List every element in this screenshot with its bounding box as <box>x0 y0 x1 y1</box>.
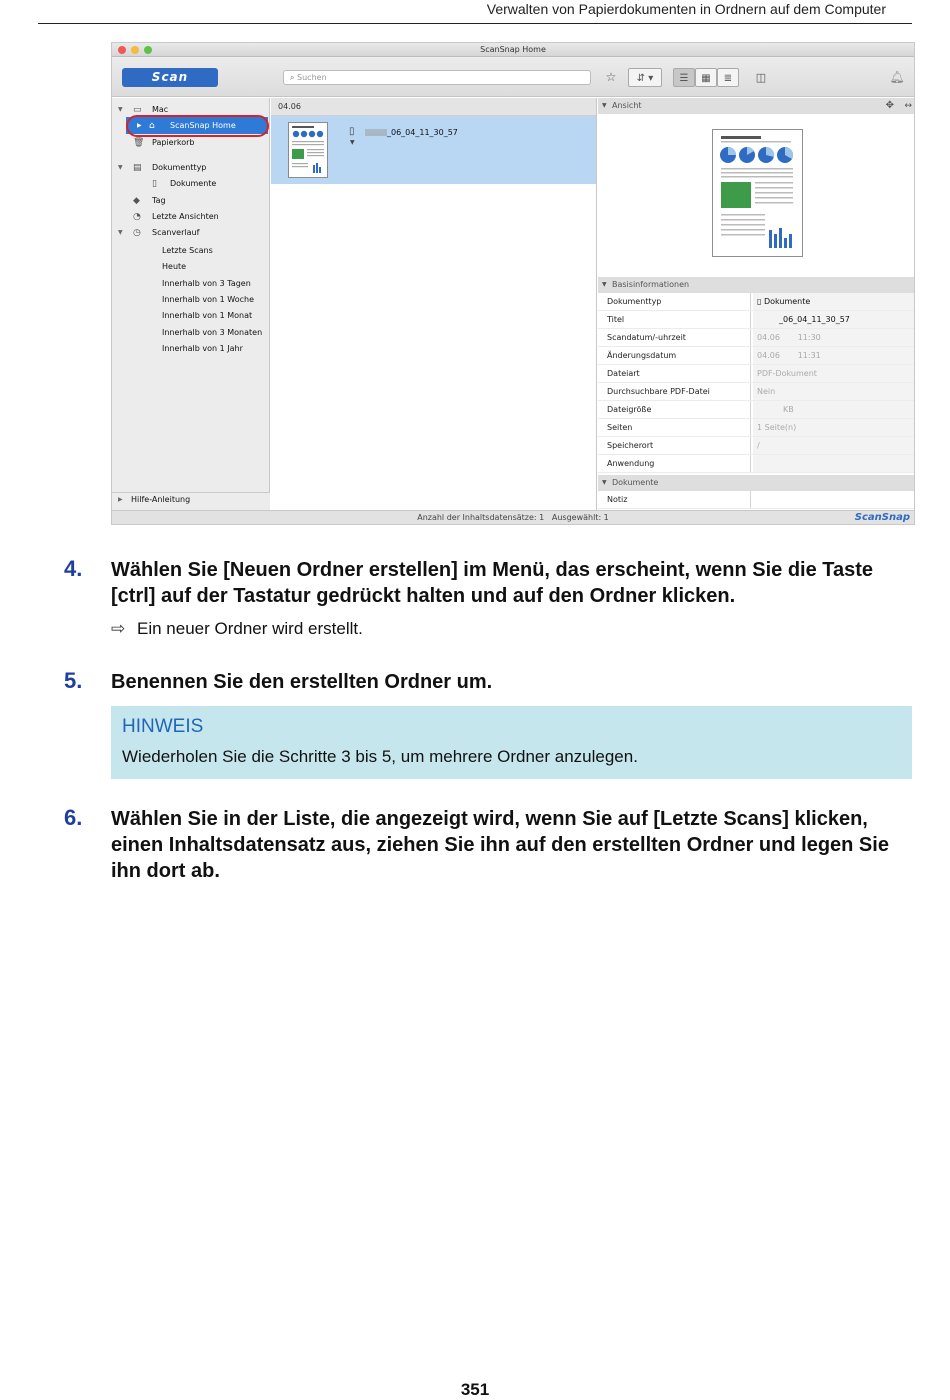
chevron-down-icon[interactable]: ▼ <box>350 139 355 146</box>
help-label: Hilfe-Anleitung <box>131 495 191 504</box>
note-field[interactable] <box>753 491 915 508</box>
property-row <box>598 455 915 473</box>
resize-icon[interactable]: ↔ <box>904 101 912 111</box>
note-text: Wiederholen Sie die Schritte 3 bis 5, um mehrere Ordner anzulegen. <box>122 747 638 766</box>
grid-view-icon[interactable]: ▦ <box>695 68 717 87</box>
property-key: Dateiart <box>607 369 640 378</box>
highlight-oval <box>126 115 269 137</box>
sidebar-item-label: Papierkorb <box>152 138 195 147</box>
scan-button[interactable]: Scan <box>122 68 218 87</box>
property-value-text: Dokumente <box>763 297 811 306</box>
sidebar-item-trash[interactable] <box>112 136 270 150</box>
sidebar-item-label: Scanverlauf <box>152 228 200 237</box>
sidebar-item-scan-history[interactable] <box>112 226 270 240</box>
star-icon[interactable]: ☆ <box>605 70 617 84</box>
details-panel <box>598 98 915 510</box>
sidebar-item-label: Mac <box>152 105 169 114</box>
collapse-triangle-icon[interactable]: ▼ <box>602 281 607 288</box>
sidebar-item-history[interactable]: Innerhalb von 3 Monaten <box>162 328 263 337</box>
redacted-mark <box>365 129 387 136</box>
sidebar-item-history[interactable]: Innerhalb von 1 Jahr <box>162 344 243 353</box>
result-text: Ein neuer Ordner wird erstellt. <box>137 619 363 638</box>
sidebar-item-history[interactable]: Innerhalb von 3 Tagen <box>162 279 251 288</box>
search-placeholder: Suchen <box>297 73 327 82</box>
sidebar-item-label: Dokumente <box>170 179 217 188</box>
scansnap-window <box>111 42 915 525</box>
property-key: Seiten <box>607 423 633 432</box>
expand-triangle-icon[interactable]: ▼ <box>118 106 123 113</box>
property-row <box>598 419 915 437</box>
property-value: KB <box>753 401 915 418</box>
section-label: Ansicht <box>612 101 642 110</box>
sidebar-item-history[interactable]: Innerhalb von 1 Woche <box>162 295 254 304</box>
page-header-title: Verwalten von Papierdokumenten in Ordnern auf dem Computer <box>486 1 886 17</box>
basic-info-section-header[interactable] <box>598 277 915 293</box>
status-bar <box>112 510 914 525</box>
property-key: Scandatum/-uhrzeit <box>607 333 686 342</box>
property-row <box>598 293 915 311</box>
section-label: Basisinformationen <box>612 280 690 289</box>
sidebar <box>112 98 270 510</box>
step-number: 6. <box>64 805 83 830</box>
content-list <box>271 98 597 510</box>
computer-icon: ▭ <box>133 105 142 115</box>
move-icon[interactable]: ✥ <box>885 100 894 111</box>
sidebar-item-label: Tag <box>152 196 166 205</box>
sidebar-item-history[interactable]: Innerhalb von 1 Monat <box>162 311 253 320</box>
step-result <box>111 619 363 639</box>
property-key: Dokumenttyp <box>607 297 662 306</box>
window-title: ScanSnap Home <box>480 45 546 54</box>
page-header <box>38 0 912 24</box>
property-value: 04.06 11:31 <box>753 347 915 364</box>
property-row <box>598 365 915 383</box>
doc-type-icon: ▤ <box>133 163 142 173</box>
documents-section-header[interactable] <box>598 475 915 491</box>
scansnap-logo: ScanSnap <box>854 512 910 523</box>
note-title: HINWEIS <box>122 716 204 737</box>
expand-triangle-icon[interactable]: ▶ <box>118 496 123 503</box>
sidebar-item-history[interactable]: Heute <box>162 262 187 271</box>
expand-triangle-icon[interactable]: ▼ <box>118 229 123 236</box>
property-value: / <box>753 437 915 454</box>
property-value: 1 Seite(n) <box>753 419 915 436</box>
sidebar-item-label: Dokumenttyp <box>152 163 207 172</box>
property-key: Dateigröße <box>607 405 652 414</box>
property-row <box>598 347 915 365</box>
property-key: Anwendung <box>607 459 655 468</box>
bell-icon[interactable]: 🔔︎ <box>889 70 905 84</box>
sidebar-item-label: Letzte Ansichten <box>152 212 219 221</box>
step-text: Wählen Sie in der Liste, die angezeigt wird, wenn Sie auf [Letzte Scans] klicken, einen Inhaltsdatensatz aus, ziehen Sie ihn auf den erstellten Ordner und legen Sie ihn dort ab. <box>111 808 889 882</box>
document-icon: ▯ <box>757 297 764 306</box>
property-value <box>753 455 915 472</box>
property-value: Nein <box>753 383 915 400</box>
search-input[interactable] <box>283 70 591 85</box>
toolbar <box>112 57 914 97</box>
recent-views-icon: ◔ <box>133 212 141 222</box>
clock-icon: ◷ <box>133 228 141 238</box>
document-icon: ▯ <box>349 126 355 137</box>
panel-toggle-icon[interactable]: ◫ <box>755 71 767 84</box>
sidebar-item-doc-type[interactable] <box>112 161 270 175</box>
step-text: Benennen Sie den erstellten Ordner um. <box>111 671 493 693</box>
search-icon: ⌕ <box>290 73 298 82</box>
document-thumbnail[interactable] <box>288 122 328 178</box>
property-key: Durchsuchbare PDF-Datei <box>607 387 710 396</box>
property-key: Speicherort <box>607 441 654 450</box>
property-key: Titel <box>607 315 625 324</box>
window-titlebar <box>112 43 914 57</box>
sidebar-item-documents[interactable] <box>112 177 270 191</box>
expand-triangle-icon[interactable]: ▼ <box>118 164 123 171</box>
status-text: Anzahl der Inhaltsdatensätze: 1 Ausgewählt: 1 <box>417 513 609 522</box>
sort-button[interactable]: ⇵ ▾ <box>628 68 662 87</box>
page-number: 351 <box>460 1380 490 1399</box>
collapse-triangle-icon[interactable]: ▼ <box>602 102 607 109</box>
property-value: PDF-Dokument <box>753 365 915 382</box>
tag-icon: ◆ <box>133 196 140 206</box>
property-row <box>598 383 915 401</box>
home-icon: ⌂ <box>149 121 155 131</box>
property-value[interactable] <box>753 293 915 310</box>
step-number: 5. <box>64 668 83 693</box>
sidebar-item-history[interactable]: Letzte Scans <box>162 246 213 255</box>
list-view-icon[interactable]: ☰ <box>673 68 695 87</box>
note-box <box>111 706 912 779</box>
note-row <box>598 491 915 509</box>
result-arrow-icon: ⇨ <box>111 619 126 638</box>
collapse-triangle-icon[interactable]: ▼ <box>602 479 607 486</box>
document-preview <box>712 129 803 257</box>
step-number: 4. <box>64 556 83 581</box>
property-key: Änderungsdatum <box>607 351 677 360</box>
trash-icon: 🗑︎ <box>133 138 145 148</box>
property-row <box>598 401 915 419</box>
section-label: Dokumente <box>612 478 659 487</box>
property-value: 04.06 11:30 <box>753 329 915 346</box>
property-row <box>598 311 915 329</box>
sidebar-help[interactable] <box>112 492 270 510</box>
property-value[interactable]: _06_04_11_30_57 <box>753 311 915 328</box>
document-name[interactable]: _06_04_11_30_57 <box>387 128 458 137</box>
step-text: Wählen Sie [Neuen Ordner erstellen] im Menü, das erscheint, wenn Sie die Taste [ctrl] auf der Tastatur gedrückt halten und auf den Ordner klicken. <box>111 559 874 607</box>
note-key: Notiz <box>607 495 628 504</box>
detail-view-icon[interactable]: ≣ <box>717 68 739 87</box>
sidebar-item-recent-views[interactable] <box>112 210 270 224</box>
sidebar-item-tag[interactable] <box>112 194 270 208</box>
sidebar-item-label: ScanSnap Home <box>170 121 236 130</box>
document-icon: ▯ <box>152 179 157 189</box>
view-section-header[interactable] <box>598 98 915 114</box>
expand-triangle-icon[interactable]: ▶ <box>137 122 142 129</box>
date-header: 04.06 <box>271 98 596 116</box>
property-row <box>598 437 915 455</box>
property-row <box>598 329 915 347</box>
